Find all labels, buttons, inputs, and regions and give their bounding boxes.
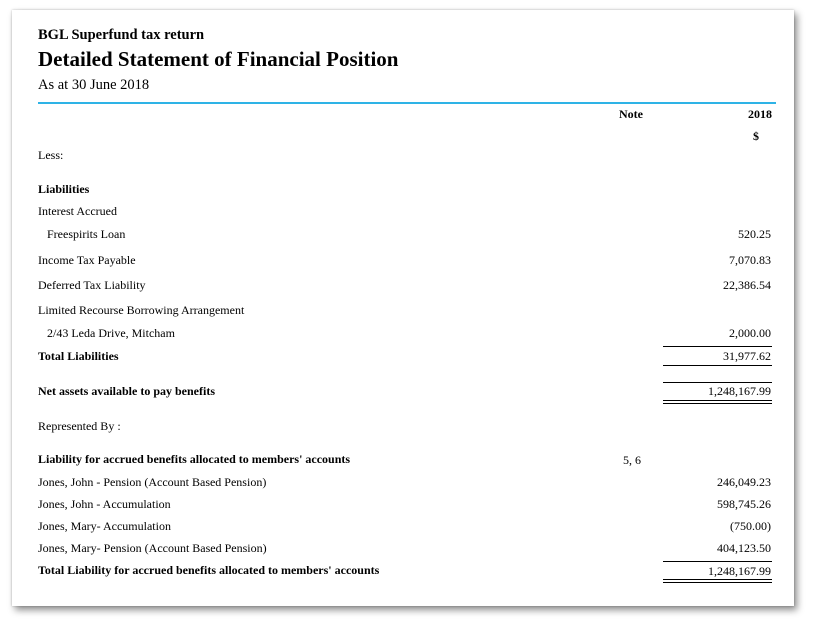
deferred-tax-label: Deferred Tax Liability [38,278,146,292]
total-liabilities-label: Total Liabilities [38,349,119,363]
liabilities-heading: Liabilities [38,182,90,196]
members-total-label: Total Liability for accrued benefits allocated to members' accounts [38,563,380,577]
lrba-label: Limited Recourse Borrowing Arrangement [38,303,245,317]
member-row-value: 246,049.23 [717,475,771,489]
year-column-header: 2018 [748,107,772,121]
freespirits-loan-value: 520.25 [738,227,771,241]
report-subtitle: As at 30 June 2018 [38,77,150,93]
interest-accrued-label: Interest Accrued [38,204,117,218]
statement-page [12,10,794,606]
note-column-header: Note [619,107,643,121]
member-row-label: Jones, Mary- Accumulation [38,519,171,533]
less-label: Less: [38,148,64,162]
net-assets-label: Net assets available to pay benefits [38,384,215,398]
report-title: Detailed Statement of Financial Position [38,47,399,71]
members-total-double-underline [663,579,772,583]
total-liabilities-value: 31,977.62 [723,349,771,363]
total-liabilities-underline [663,365,772,366]
member-row-value: 404,123.50 [717,541,771,555]
members-note: 5, 6 [623,453,641,467]
income-tax-label: Income Tax Payable [38,253,136,267]
leda-drive-label: 2/43 Leda Drive, Mitcham [47,326,175,340]
member-row-label: Jones, John - Accumulation [38,497,171,511]
income-tax-value: 7,070.83 [729,253,771,267]
subtotal-rule [663,346,772,347]
currency-header: $ [753,129,759,143]
members-heading: Liability for accrued benefits allocated to members' accounts [38,452,351,466]
freespirits-loan-label: Freespirits Loan [47,227,126,241]
header-rule [38,102,776,104]
members-total-value: 1,248,167.99 [708,564,771,578]
member-row-value: 598,745.26 [717,497,771,511]
report-brand: BGL Superfund tax return [38,27,205,43]
net-assets-double-underline [663,400,772,404]
member-row-label: Jones, Mary- Pension (Account Based Pension) [38,541,267,555]
leda-drive-value: 2,000.00 [729,326,771,340]
member-row-value: (750.00) [730,519,771,533]
represented-by-label: Represented By : [38,419,121,433]
member-row-label: Jones, John - Pension (Account Based Pension) [38,475,267,489]
deferred-tax-value: 22,386.54 [723,278,771,292]
net-assets-top-rule [663,382,772,383]
members-total-top-rule [663,561,772,562]
net-assets-value: 1,248,167.99 [708,384,771,398]
